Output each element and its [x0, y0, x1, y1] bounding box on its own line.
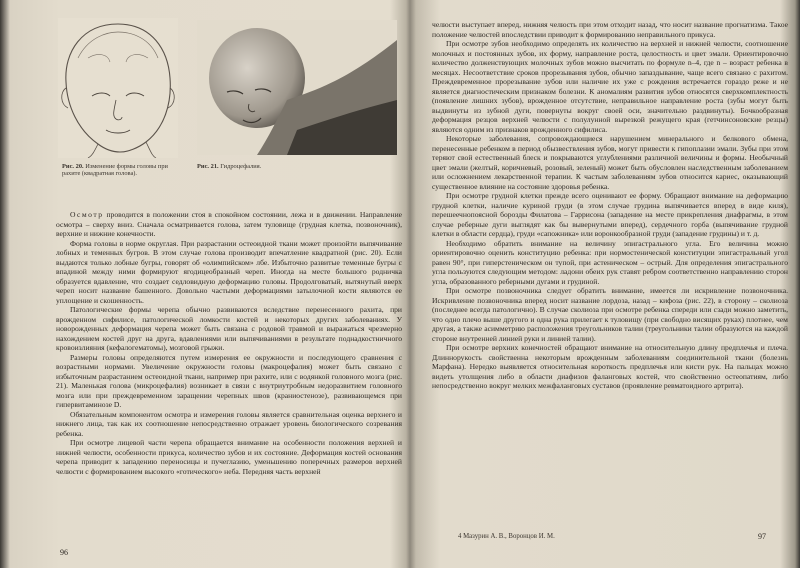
paragraph: Некоторые заболевания, сопровождающиеся нарушением минерального и белкового обмена, перенесенные ребенком в период обызвествления зубов, могут привести к гипоплазии эмали. Зубы при этом теряют свой естественный блеск и покрываются углублениями различной величины и формы. Необычный цвет эмали (желтый, коричневый, розовый, зеленый) может быть обусловлен наследственным заболеванием или осложнением лекарственной терапии. К частым заболеваниям зубов относится кариес, оказывающий существенное влияние на состояние здоровья ребенка. [432, 134, 788, 191]
paragraph-lead-word: Осмотр [70, 210, 104, 219]
paragraph [56, 210, 402, 239]
paragraph: При осмотре грудной клетки прежде всего оценивают ее форму. Обращают внимание на деформацию грудной клетки, наличие куриной груди (в этом случае грудина выпячивается вперед в виде киля), перешеечнопоясной борозды Филатова – Гаррисона (западение на месте прикрепления диафрагмы, в этом случае реберные дуги выглядят как бы вывернутыми вперед), сердечного горба (выпячивание грудной клетки в области сердца), груди «сапожника» или воронкообразной груди (западение грудины) и т. д. [432, 191, 788, 238]
right-page-number: 97 [758, 532, 766, 541]
paragraph: Патологические формы черепа обычно развиваются вследствие перенесенного рахита, при врожденном сифилисе, патологической ломкости костей и некоторых других заболеваниях. У новорожденных деформация черепа может быть связана с родовой травмой и выражаться чрезмерно нахождением костей друг на друга, вдавлениями или выпячиваниями в результате поднадкостничного кровоизлияния (кефалогематомы), мозговой грыжи. [56, 305, 402, 352]
paragraph: челюсти выступает вперед, нижняя челюсть при этом отходит назад, что носит название прогнатизма. Такое положение челюстей впоследствии приводит к формированию неправильного прикуса. [432, 20, 788, 39]
paragraph: При осмотре зубов необходимо определять их количество на верхней и нижней челюсти, соотношение молочных и постоянных зубов, их форму, направление роста, целостность и цвет эмали. Ориентировочно количество долженствующих молочных зубов можно высчитать по формуле n–4, где n – возраст ребенка в месяцах. Несоответствие сроков прорезывания зубов, обычно запаздывание, чаще всего связано с рахитом. Преждевременное прорезывание зубов или наличие их уже с рождения встречается гораздо реже и не является диагностическим признаком болезни. К аномалиям развития зубов относятся сверхкомплектность (появление лишних зубов), врожденное отсутствие, неправильное направление роста (зубы могут быть выдвинуты из зубной дуги, повернуты вокруг своей оси, значительно раздвинуты). Бочкообразная деформация резцов верхней челюсти с полулунной вырезкой режущего края (гетчинсоновские резцы) являются одним из признаков врожденного сифилиса. [432, 39, 788, 134]
right-page-body-text [432, 20, 788, 391]
paragraph-text: проводится в положении стоя в спокойном состоянии, лежа и в движении. Направление осмотра – сверху вниз. Сначала осматривается голова, затем туловище (грудная клетка, позвоночник), верхние и нижние конечности. [56, 210, 402, 238]
figure-21-label: Рис. 21. [197, 163, 219, 170]
figure-20-skull-drawing [58, 18, 178, 158]
right-page [418, 0, 790, 568]
paragraph: Форма головы в норме округлая. При разрастании остеоидной ткани может произойти выпячивание лобных и теменных бугров. В этом случае голова производит впечатление квадратной (рис. 20). Если выдаются только лобные бугры, говорят об «олимпийском» лбе. Избыточно развитые теменные бугры с впадиной между ними формируют ягодицеобразный череп. Иногда на месте большого родничка образуется вдавление, что создает седловидную деформацию головы. Продолговатый, вытянутый вверх череп носит название башенного. Довольно частыми деформациями затылочной кости являются ее уплощение и скошенность. [56, 238, 402, 305]
figure-21-infant-photo [197, 20, 397, 155]
paragraph: Размеры головы определяются путем измерения ее окружности и последующего сравнения с возрастными нормами. Увеличение окружности головы (макроцефалия) может быть связано с избыточным разрастанием остеоидной ткани, например при рахите, или с водянкой головного мозга (рис. 21). Маленькая голова (микроцефалия) возникает в связи с внутриутробным недоразвитием головного мозга или при преждевременном заращении черепных швов (краниостенозе), развивающемся при гипервитаминозе D. [56, 352, 402, 409]
infant-photo-icon [197, 20, 397, 155]
left-page-body-text [56, 210, 402, 476]
figure-21-caption [197, 163, 397, 170]
paragraph: Необходимо обратить внимание на величину эпигастрального угла. Его величина можно ориентировочно оценить конституцию ребенка: при нормостенической конституции эпигастральный угол равен 90°, при гиперстеническом он тупой, при астеническом – острый. Для определения эпигастрального угла пользуются следующим методом: ладони обеих рук ставят ребром соответственно направлению сторон угла, образованного реберными дугами и грудиной. [432, 238, 788, 286]
left-page-number: 96 [60, 548, 68, 557]
paragraph: При осмотре верхних конечностей обращают внимание на относительную длину предплечья и плеча. Длиннорукость свойственна некоторым врожденным заболеваниям соединительной ткани (болезнь Марфана). Нередко выявляется относительная короткость предплечья или кисти рук. На пальцах можно видеть утолщения либо в области диафизов фаланговых костей, что свойственно остеопатиям, либо непосредственно вокруг мелких межфаланговых суставов (проявление ревматоидного артрита). [432, 343, 788, 390]
figure-20-label: Рис. 20. [62, 163, 84, 170]
left-page [12, 0, 404, 568]
head-drawing-icon [58, 18, 178, 158]
page-footer: 4 Мазурин А. В., Воронцов И. М. [458, 533, 555, 540]
figure-20-text: Изменение формы головы при рахите (квадратная голова). [62, 163, 168, 178]
figure-21-text: Гидроцефалия. [220, 163, 262, 170]
paragraph: При осмотре лицевой части черепа обращается внимание на особенности положения верхней и нижней челюсти, особенности прикуса, количество зубов и их состояние. Деформация костей основания черепа приводит к западению переносицы и пучеглазию, уменьшению поперечных размеров верхней челюсти с формированием высокого «готического» неба. Передняя часть верхней [56, 438, 402, 476]
paragraph: Обязательным компонентом осмотра и измерения головы является сравнительная оценка верхнего и нижнего лица, так как их соотношение непосредственно отражает уровень биологического созревания ребенка. [56, 409, 402, 438]
paragraph: При осмотре позвоночника следует обратить внимание, имеется ли искривление позвоночника. Искривление позвоночника вперед носит название лордоза, назад – кифоза (рис. 22), в сторону – сколиоза (последнее всегда патологично). В случае сколиоза при осмотре ребенка спереди или сзади можно заметить, что одно плечо выше другого и одна рука прилегает к туловищу (при свободно висящих руках) плотнее, чем другая, а также асимметрию расположения треугольников талии (треугольники талии образуются на каждой стороне внутренней линией руки и линией талии). [432, 286, 788, 343]
figure-20-caption [62, 163, 182, 178]
